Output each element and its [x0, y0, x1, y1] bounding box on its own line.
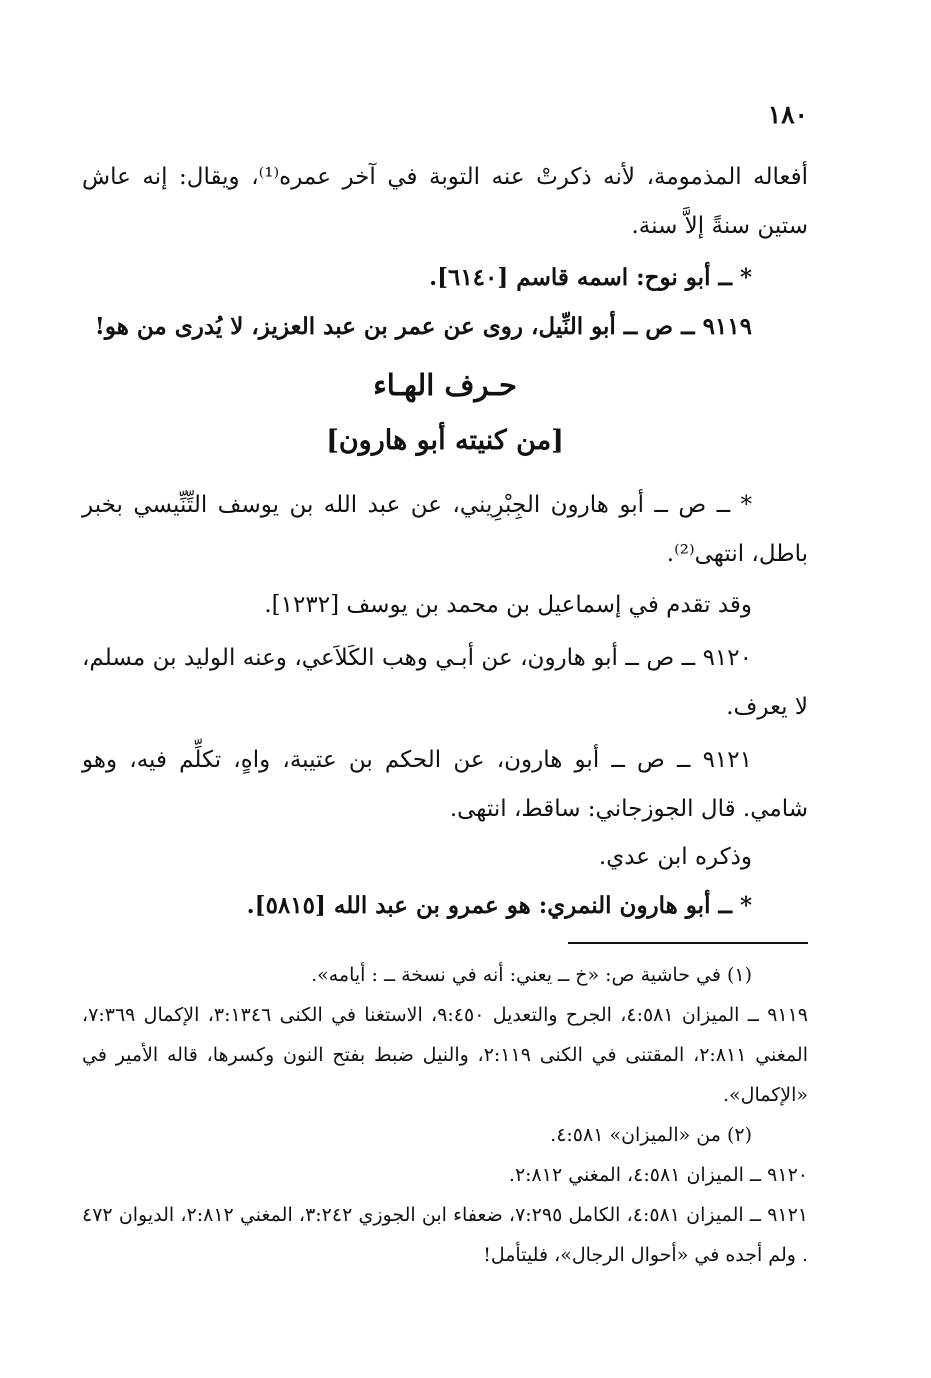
page-number: ١٨٠ [767, 100, 808, 129]
cross-reference: وقد تقدم في إسماعيل بن محمد بن يوسف [١٢٣٢]. [264, 592, 752, 618]
subsection-heading: [من كنيته أبو هارون] [326, 425, 564, 456]
entry-abu-nuh: * ــ أبو نوح: اسمه قاسم [٦١٤٠]. [429, 264, 752, 291]
footnote-9119: ٩١١٩ ــ الميزان ٤:٥٨١، الجرح والتعديل ٩:٤٥٠، الاستغنا في الكنى ٣:١٣٤٦، الإكمال ٧:٣٦٩، المغني ٢:٨١١، المقتنى في الكنى ٢:١١٩، والنيل ضبط بفتح النون وكسرها، قاله الأمير في «الإكمال». [82, 1004, 809, 1106]
entry-9119: ٩١١٩ ــ ص ــ أبو النِّيل، روى عن عمر بن عبد العزيز، لا يُدرى من هو! [94, 313, 752, 340]
paragraph-continuation: أفعاله المذمومة، لأنه ذكرتْ عنه التوبة في آخر عمره⁽¹⁾، ويقال: إنه عاش ستين سنةً إلاَّ سنة. [82, 164, 809, 239]
entry-namari: * ــ أبو هارون النمري: هو عمرو بن عبد الله [٥٨١٥]. [246, 892, 752, 919]
entry-jibrini: * ــ ص ــ أبو هارون الجِبْرِيني، عن عبد الله بن يوسف التِّنِّيسي بخبر باطل، انتهى⁽²⁾. [82, 492, 808, 567]
section-heading: حـرف الهـاء [373, 368, 517, 402]
footnote-2: (٢) من «الميزان» ٤:٥٨١. [550, 1124, 752, 1146]
entry-9121: ٩١٢١ ــ ص ــ أبو هارون، عن الحكم بن عتيبة، واهٍ، تكلِّم فيه، وهو شامي. قال الجوزجاني: ساقط، انتهى. [82, 747, 808, 822]
note-ibn-adi: وذكره ابن عدي. [598, 844, 752, 870]
entry-9120: ٩١٢٠ ــ ص ــ أبو هارون، عن أبـي وهب الكَلاَعي، وعنه الوليد بن مسلم، لا يعرف. [82, 645, 808, 720]
footnote-9120: ٩١٢٠ ــ الميزان ٤:٥٨١، المغني ٢:٨١٢. [508, 1164, 808, 1186]
footnote-1: (١) في حاشية ص: «خ ــ يعني: أنه في نسخة ــ : أيامه». [311, 964, 752, 986]
footnote-9121: ٩١٢١ ــ الميزان ٤:٥٨١، الكامل ٧:٢٩٥، ضعفاء ابن الجوزي ٣:٢٤٢، المغني ٢:٨١٢، الديوان ٤٧٢ . ولم أجده في «أحوال الرجال»، فليتأمل! [82, 1204, 809, 1266]
footnote-divider [568, 942, 808, 944]
book-page [82, 0, 808, 1378]
